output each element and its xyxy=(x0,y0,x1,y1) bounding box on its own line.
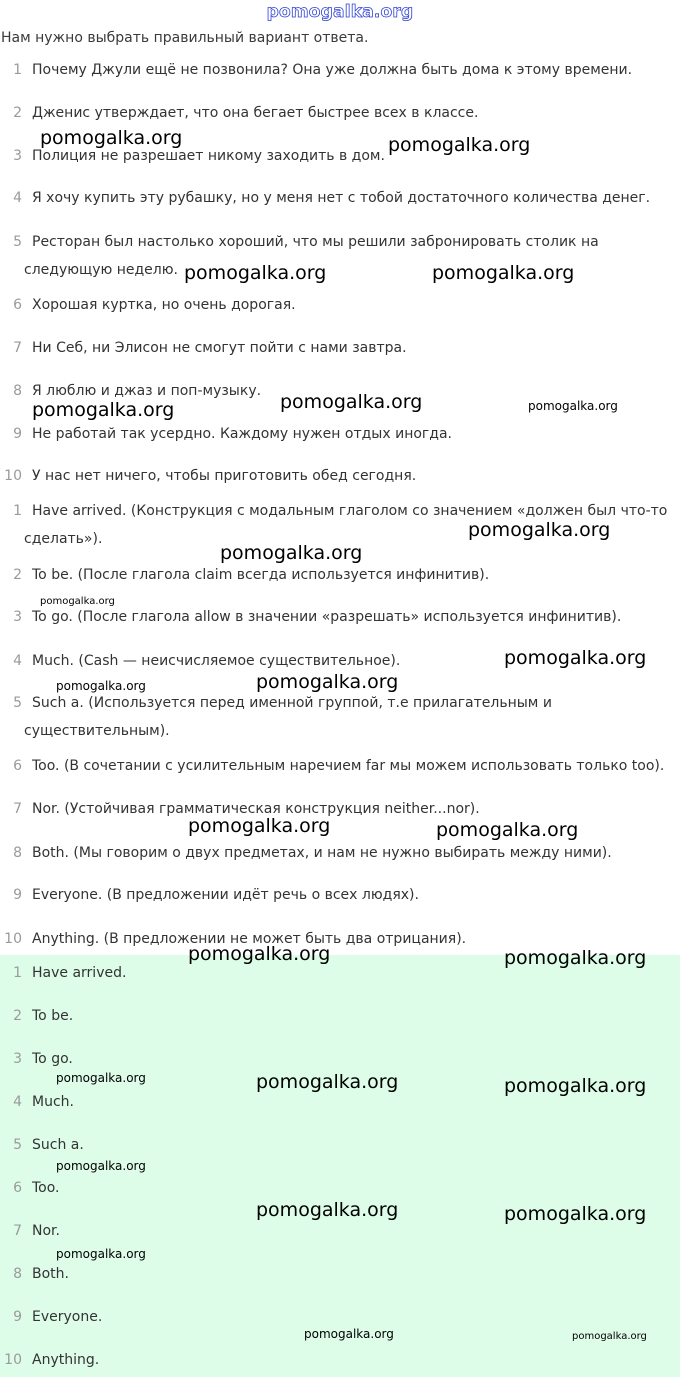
watermark: pomogalka.org xyxy=(504,1075,647,1097)
item-text: Have arrived. (Конструкция с модальным глаголом со значением «должен был что-то xyxy=(32,503,668,519)
item-number: 2 xyxy=(13,567,22,583)
item-text: У нас нет ничего, чтобы приготовить обед сегодня. xyxy=(32,468,417,484)
watermark: pomogalka.org xyxy=(304,1327,394,1341)
answer-text: Have arrived. xyxy=(32,965,127,981)
item-number: 10 xyxy=(4,931,22,947)
item-text: Не работай так усердно. Каждому нужен отдых иногда. xyxy=(32,426,452,442)
watermark: pomogalka.org xyxy=(388,134,531,156)
answer-text: Nor. xyxy=(32,1223,60,1239)
item-number: 3 xyxy=(13,1051,22,1067)
item-text: Both. (Мы говорим о двух предметах, и нам не нужно выбирать между ними). xyxy=(32,845,612,861)
item-number: 4 xyxy=(13,1094,22,1110)
item-number: 1 xyxy=(13,62,22,78)
item-text: Почему Джули ещё не позвонила? Она уже должна быть дома к этому времени. xyxy=(32,62,633,78)
item-text: Such a. (Используется перед именной группой, т.е прилагательным и xyxy=(32,695,552,711)
watermark: pomogalka.org xyxy=(436,819,579,841)
watermark: pomogalka.org xyxy=(504,947,647,969)
site-logo[interactable]: pomogalka.org xyxy=(266,2,414,22)
item-number: 4 xyxy=(13,653,22,669)
item-number: 10 xyxy=(4,1352,22,1368)
item-number: 6 xyxy=(13,758,22,774)
item-number: 6 xyxy=(13,1180,22,1196)
item-number: 9 xyxy=(13,887,22,903)
watermark: pomogalka.org xyxy=(572,1331,647,1342)
item-text: To be. (После глагола claim всегда используется инфинитив). xyxy=(32,567,490,583)
item-number: 1 xyxy=(13,503,22,519)
item-number: 8 xyxy=(13,383,22,399)
item-text: Дженис утверждает, что она бегает быстрее всех в классе. xyxy=(32,105,479,121)
watermark: pomogalka.org xyxy=(188,815,331,837)
watermark: pomogalka.org xyxy=(504,647,647,669)
watermark: pomogalka.org xyxy=(528,399,618,413)
item-number: 9 xyxy=(13,1309,22,1325)
watermark: pomogalka.org xyxy=(56,1159,146,1173)
item-number: 9 xyxy=(13,426,22,442)
answer-text: To go. xyxy=(32,1051,73,1067)
item-text: Хорошая куртка, но очень дорогая. xyxy=(32,297,296,313)
item-text: Everyone. (В предложении идёт речь о всех людях). xyxy=(32,887,419,903)
item-number: 3 xyxy=(13,148,22,164)
item-number: 1 xyxy=(13,965,22,981)
answer-text: Anything. xyxy=(32,1352,100,1368)
watermark: pomogalka.org xyxy=(280,391,423,413)
item-text: Полиция не разрешает никому заходить в дом. xyxy=(32,148,385,164)
watermark: pomogalka.org xyxy=(432,262,575,284)
item-number: 5 xyxy=(13,234,22,250)
watermark: pomogalka.org xyxy=(40,127,183,149)
item-number: 2 xyxy=(13,1008,22,1024)
item-text: Much. (Cash — неисчисляемое существительное). xyxy=(32,653,401,669)
item-number: 8 xyxy=(13,845,22,861)
answer-text: Much. xyxy=(32,1094,74,1110)
item-text-continued: сделать»). xyxy=(24,531,103,547)
answer-text: Such a. xyxy=(32,1137,84,1153)
watermark: pomogalka.org xyxy=(220,542,363,564)
item-text: To go. (После глагола allow в значении «разрешать» используется инфинитив). xyxy=(32,609,622,625)
watermark: pomogalka.org xyxy=(468,519,611,541)
item-number: 5 xyxy=(13,695,22,711)
item-text: Too. (В сочетании с усилительным наречием far мы можем использовать только too). xyxy=(32,758,665,774)
item-number: 2 xyxy=(13,105,22,121)
answer-text: Too. xyxy=(32,1180,60,1196)
watermark: pomogalka.org xyxy=(256,1071,399,1093)
item-text: Ни Себ, ни Элисон не смогут пойти с нами завтра. xyxy=(32,340,407,356)
watermark: pomogalka.org xyxy=(32,399,175,421)
answer-text: Both. xyxy=(32,1266,69,1282)
watermark: pomogalka.org xyxy=(56,679,146,693)
item-text-continued: существительным). xyxy=(24,723,170,739)
item-number: 8 xyxy=(13,1266,22,1282)
answer-text: To be. xyxy=(32,1008,74,1024)
item-text: Nor. (Устойчивая грамматическая конструкция neither...nor). xyxy=(32,801,480,817)
watermark: pomogalka.org xyxy=(188,943,331,965)
item-number: 7 xyxy=(13,340,22,356)
watermark: pomogalka.org xyxy=(504,1203,647,1225)
watermark: pomogalka.org xyxy=(256,1199,399,1221)
item-number: 4 xyxy=(13,190,22,206)
item-text: Я люблю и джаз и поп-музыку. xyxy=(32,383,262,399)
item-number: 6 xyxy=(13,297,22,313)
item-number: 3 xyxy=(13,609,22,625)
item-text: Ресторан был настолько хороший, что мы решили забронировать столик на xyxy=(32,234,599,250)
item-text-continued: следующую неделю. xyxy=(24,262,178,278)
watermark: pomogalka.org xyxy=(56,1247,146,1261)
watermark: pomogalka.org xyxy=(56,1071,146,1085)
watermark: pomogalka.org xyxy=(40,596,115,607)
task-intro: Нам нужно выбрать правильный вариант ответа. xyxy=(1,30,369,46)
item-number: 7 xyxy=(13,801,22,817)
watermark: pomogalka.org xyxy=(184,262,327,284)
watermark: pomogalka.org xyxy=(256,671,399,693)
item-number: 5 xyxy=(13,1137,22,1153)
item-text: Anything. (В предложении не может быть два отрицания). xyxy=(32,931,467,947)
item-number: 10 xyxy=(4,468,22,484)
item-number: 7 xyxy=(13,1223,22,1239)
item-text: Я хочу купить эту рубашку, но у меня нет с тобой достаточного количества денег. xyxy=(32,190,651,206)
answer-text: Everyone. xyxy=(32,1309,103,1325)
